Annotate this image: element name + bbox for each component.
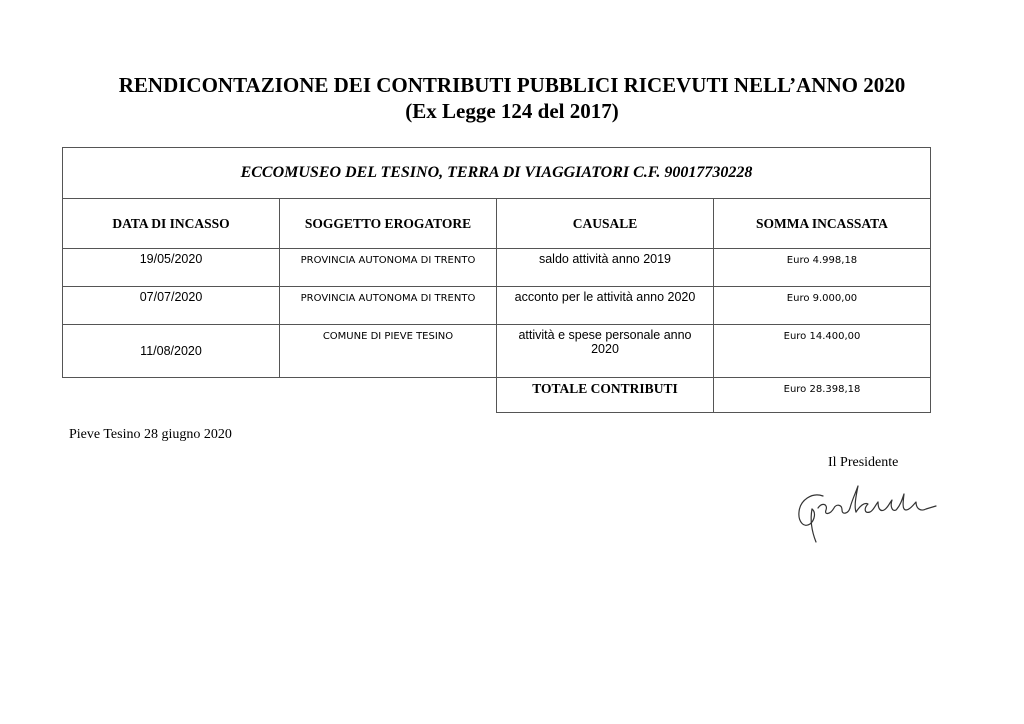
row-reason: acconto per le attività anno 2020	[497, 287, 714, 325]
total-row	[63, 378, 931, 413]
row-date: 19/05/2020	[63, 249, 280, 287]
document-title: RENDICONTAZIONE DEI CONTRIBUTI PUBBLICI RICEVUTI NELL’ANNO 2020	[118, 73, 906, 97]
table-row	[63, 287, 931, 325]
total-amount: Euro 28.398,18	[714, 378, 931, 413]
organization-name: ECCOMUSEO DEL TESINO, TERRA DI VIAGGIATORI C.F. 90017730228	[63, 148, 931, 199]
column-header-amount: SOMMA INCASSATA	[714, 199, 931, 249]
table-row	[63, 325, 931, 378]
place-and-date: Pieve Tesino 28 giugno 2020	[69, 427, 232, 442]
table-header-row	[63, 199, 931, 249]
row-payer: PROVINCIA AUTONOMA DI TRENTO	[280, 287, 497, 325]
row-reason: saldo attività anno 2019	[497, 249, 714, 287]
column-header-payer: SOGGETTO EROGATORE	[280, 199, 497, 249]
document-subtitle: (Ex Legge 124 del 2017)	[405, 99, 619, 123]
contributions-table	[62, 147, 931, 413]
row-amount: Euro 9.000,00	[714, 287, 931, 325]
row-payer: PROVINCIA AUTONOMA DI TRENTO	[280, 249, 497, 287]
row-amount: Euro 14.400,00	[714, 325, 931, 378]
signer-role: Il Presidente	[828, 455, 899, 470]
column-header-reason: CAUSALE	[497, 199, 714, 249]
row-payer: COMUNE DI PIEVE TESINO	[280, 325, 497, 378]
row-reason: attività e spese personale anno 2020	[497, 325, 714, 378]
table-row	[63, 249, 931, 287]
total-label: TOTALE CONTRIBUTI	[497, 378, 714, 413]
row-amount: Euro 4.998,18	[714, 249, 931, 287]
row-date: 11/08/2020	[63, 325, 280, 378]
row-date: 07/07/2020	[63, 287, 280, 325]
column-header-date: DATA DI INCASSO	[63, 199, 280, 249]
handwritten-signature	[790, 482, 940, 546]
